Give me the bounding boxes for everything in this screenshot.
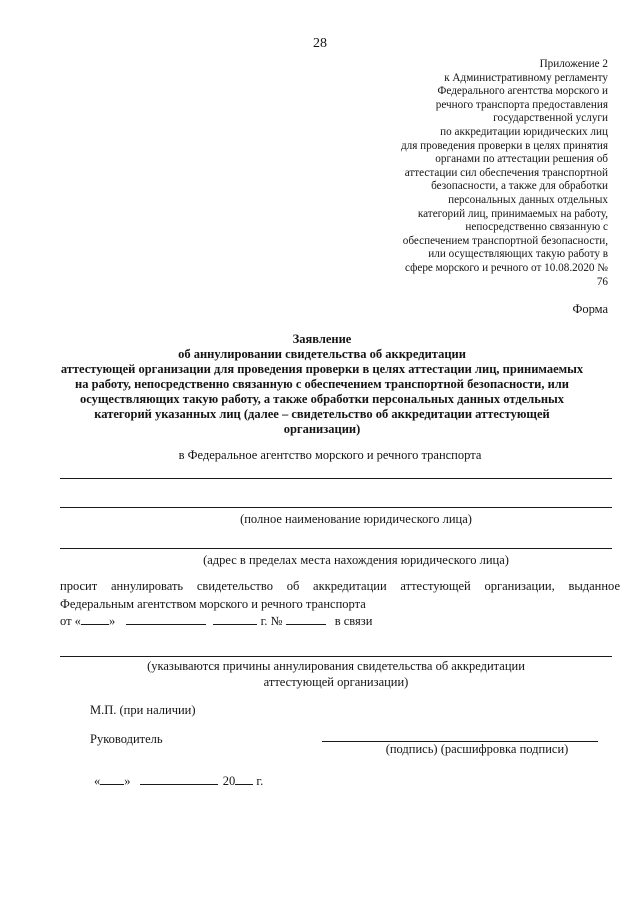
signature-caption: (подпись) (расшифровка подписи) <box>385 742 569 756</box>
legal-name-caption: (полное наименование юридического лица) <box>240 512 472 526</box>
reasons-caption-line-1: (указываются причины аннулирования свидетельства об аккредитации <box>147 659 525 673</box>
sign-day-field[interactable] <box>100 773 124 785</box>
legal-name-line-2[interactable] <box>60 507 612 508</box>
address-caption: (адрес в пределах места нахождения юридического лица) <box>203 553 509 567</box>
title-line: об аннулировании свидетельства об аккредитации <box>178 347 466 361</box>
annex-line: государственной услуги <box>493 112 608 125</box>
date-quote-close: » <box>124 774 131 788</box>
annex-line: категорий лиц, принимаемых на работу, <box>417 207 608 220</box>
annex-line: речного транспорта предоставления <box>435 98 608 111</box>
year-number-label: г. № <box>260 614 283 628</box>
annex-line: сфере морского и речного от 10.08.2020 № <box>405 261 608 274</box>
year-label: г. <box>256 774 264 788</box>
annex-line: по аккредитации юридических лиц <box>440 125 608 138</box>
request-text-line-2: Федеральным агентством морского и речного транспорта <box>60 597 366 611</box>
from-label: от « <box>60 614 81 628</box>
title-line: организации) <box>283 422 361 436</box>
title-line: осуществляющих такую работу, а также обработки персональных данных отдельных <box>79 392 565 406</box>
annex-line: к Административному регламенту <box>444 71 608 84</box>
title-line: на работу, непосредственно связанную с обеспечением транспортной безопасности, или <box>75 377 569 391</box>
annex-line: 76 <box>596 275 608 288</box>
page-number: 28 <box>313 36 327 51</box>
stamp-label: М.П. (при наличии) <box>90 703 196 717</box>
date-quote-open: « <box>94 774 101 788</box>
in-connection-label: в связи <box>334 614 373 628</box>
annex-line: безопасности, а также для обработки <box>431 180 608 193</box>
sign-year-field[interactable] <box>235 773 253 785</box>
legal-name-line-1[interactable] <box>60 478 612 479</box>
annex-line: обеспечением транспортной безопасности, <box>402 234 608 247</box>
sign-month-field[interactable] <box>140 773 218 785</box>
annex-line: непосредственно связанную с <box>465 221 608 234</box>
issue-month-field[interactable] <box>126 613 206 625</box>
century-label: 20 <box>222 774 236 788</box>
annex-line: или осуществляющих такую работу в <box>428 248 608 261</box>
recipient-line: в Федеральное агентство морского и речного транспорта <box>178 448 482 462</box>
sign-date-row <box>94 773 263 789</box>
annex-line: персональных данных отдельных <box>448 193 608 206</box>
certificate-number-field[interactable] <box>286 613 326 625</box>
form-label: Форма <box>572 302 608 316</box>
annex-line: аттестации сил обеспечения транспортной <box>404 166 608 179</box>
head-label: Руководитель <box>90 732 163 746</box>
reasons-caption-line-2: аттестующей организации) <box>263 675 409 689</box>
title-line: аттестующей организации для проведения проверки в целях аттестации лиц, принимаемых <box>60 362 584 376</box>
annex-line: Федерального агентства морского и <box>437 85 608 98</box>
annex-line: Приложение 2 <box>539 58 608 70</box>
reasons-caption <box>60 658 612 690</box>
annex-line: для проведения проверки в целях принятия <box>400 139 608 152</box>
issue-day-field[interactable] <box>81 613 109 625</box>
issue-date-row <box>60 613 372 629</box>
document-title <box>44 332 600 437</box>
annex-block <box>368 58 608 289</box>
title-line: категорий указанных лиц (далее – свидетельство об аккредитации аттестующей <box>94 407 550 421</box>
issue-year-field[interactable] <box>213 613 257 625</box>
reasons-line[interactable] <box>60 656 612 657</box>
address-line[interactable] <box>60 548 612 549</box>
title-line: Заявление <box>292 332 352 346</box>
quote-close: » <box>108 614 116 628</box>
request-text-line-1: просит аннулировать свидетельство об аккредитации аттестующей организации, выданное <box>60 579 620 593</box>
annex-line: органами по аттестации решения об <box>435 153 608 166</box>
